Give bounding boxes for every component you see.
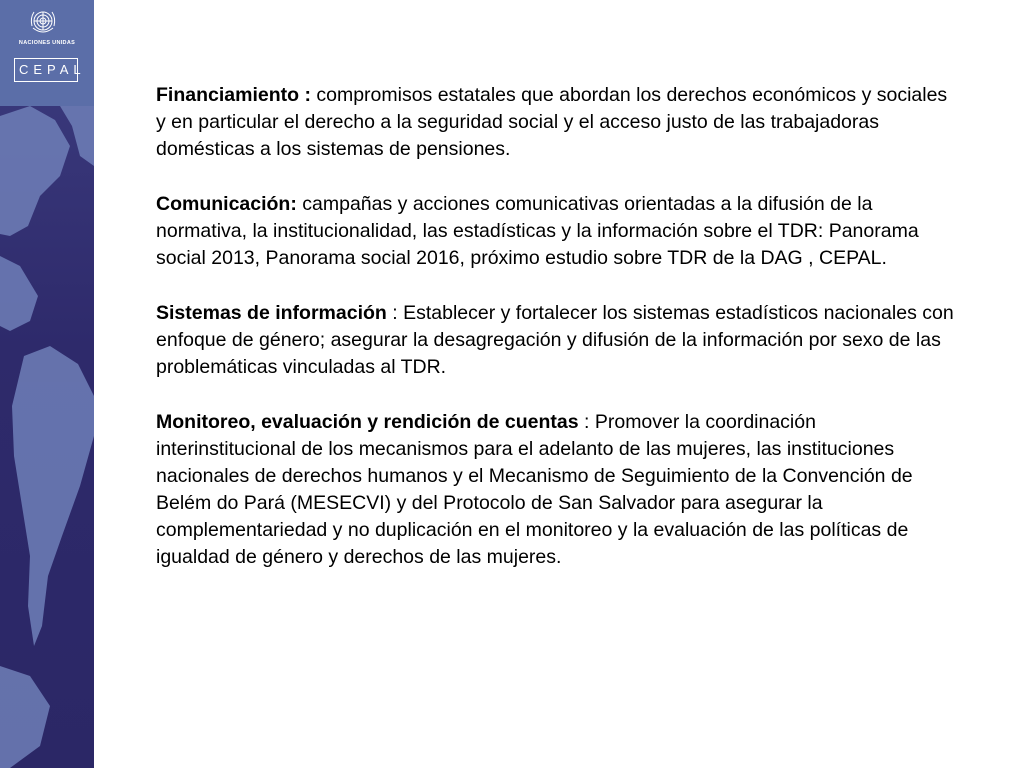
paragraph-monitoreo bbox=[156, 409, 956, 571]
sidebar bbox=[0, 0, 94, 768]
paragraph-text: : Establecer y fortalecer los sistemas estadísticos nacionales con enfoque de género; asegurar la desagregación y difusión de la información por sexo de las problemáticas vinculadas al TDR. bbox=[156, 302, 954, 378]
paragraph-text: compromisos estatales que abordan los derechos económicos y sociales y en particular el derecho a la seguridad social y el acceso justo de las trabajadoras domésticas a los sistemas de pensiones. bbox=[156, 84, 948, 160]
paragraph-financiamiento bbox=[156, 82, 956, 163]
paragraph-text: : Promover la coordinación interinstitucional de los mecanismos para el adelanto de las mujeres, las instituciones nacionales de derechos humanos y el Mecanismo de Seguimiento de la Convención de Belém do Pará (MESECVI) y del Protocolo de San Salvador para asegurar la complementariedad y no duplicación en el monitoreo y la evaluación de las políticas de igualdad de género y derechos de las mujeres. bbox=[156, 411, 913, 568]
paragraph-heading: Sistemas de información bbox=[156, 302, 387, 324]
paragraph-heading: Comunicación: bbox=[156, 193, 297, 215]
org-label: NACIONES UNIDAS bbox=[18, 40, 76, 46]
world-map-icon bbox=[0, 106, 94, 768]
logo-area bbox=[0, 0, 94, 106]
paragraph-text: campañas y acciones comunicativas orientadas a la difusión de la normativa, la institucionalidad, las estadísticas y la información sobre el TDR: Panorama social 2013, Panorama social 2016, próximo estudio sobre TDR de la DAG , CEPAL. bbox=[156, 193, 919, 269]
paragraph-sistemas bbox=[156, 300, 956, 381]
paragraph-comunicacion bbox=[156, 191, 956, 272]
paragraph-heading: Financiamiento : bbox=[156, 84, 311, 106]
cepal-logo: CEPAL bbox=[14, 58, 78, 82]
un-emblem-icon bbox=[27, 6, 59, 38]
paragraph-heading: Monitoreo, evaluación y rendición de cuentas bbox=[156, 411, 579, 433]
content-body bbox=[156, 82, 956, 599]
